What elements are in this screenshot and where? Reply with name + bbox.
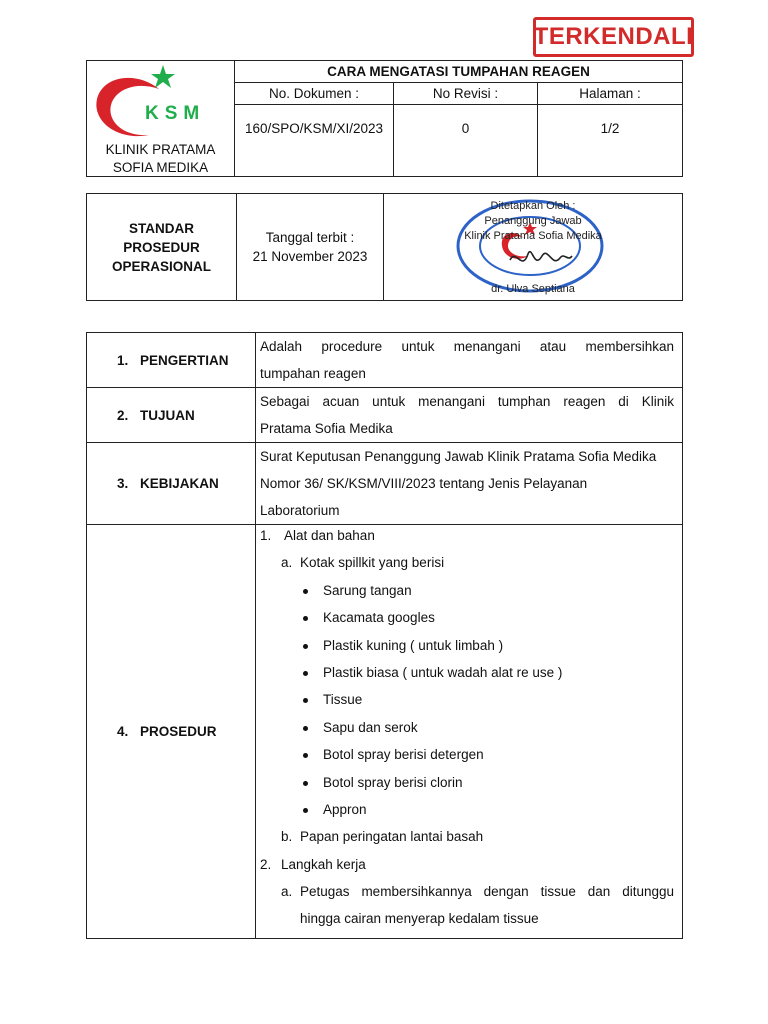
sub-langkah-a: a. Petugas membersihkannya dengan tissue dan ditunggu (281, 884, 674, 900)
spo-content (86, 332, 683, 939)
doc-no-label: No. Dokumen : (235, 83, 394, 105)
bullet-icon (303, 753, 308, 758)
revisi-label: No Revisi : (394, 83, 538, 105)
kebijakan-label: KEBIJAKAN (140, 476, 219, 491)
tanggal-terbit: Tanggal terbit : 21 November 2023 (237, 194, 384, 301)
list-item: Sapu dan serok (256, 719, 682, 746)
halaman-label: Halaman : (538, 83, 683, 105)
prosedur-label: PROSEDUR (140, 723, 217, 739)
bullet-icon (303, 781, 308, 786)
spo-header (86, 193, 683, 301)
approval-text: Ditetapkan Oleh : Penanggung Jawab Klinik Pratama Sofia Medika dr. Ulva Septiana (384, 199, 682, 244)
section-kebijakan: 3. KEBIJAKAN Surat Keputusan Penanggung Jawab Klinik Pratama Sofia Medika Nomor 36/ SK/KSM/VIII/2023 tentang Jenis Pelayanan Laboratorium (87, 443, 683, 525)
section-pengertian: 1. PENGERTIAN Adalah procedure untuk menangani atau membersihkan tumpahan reagen (87, 333, 683, 388)
ksm-logo (87, 61, 234, 141)
revisi-value: 0 (394, 105, 538, 177)
pengertian-text: Adalah procedure untuk menangani atau membersihkan (260, 339, 674, 354)
sub-papan-peringatan: b. Papan peringatan lantai basah (281, 829, 484, 845)
list-item: Plastik kuning ( untuk limbah ) (256, 637, 682, 664)
bullet-icon (303, 726, 308, 731)
clinic-name: KLINIK PRATAMA SOFIA MEDIKA (105, 142, 216, 175)
bullet-icon (303, 644, 308, 649)
approval-cell (384, 194, 683, 301)
list-item: Plastik biasa ( untuk wadah alat re use ) (256, 664, 682, 691)
signer-name: dr. Ulva Septiana (491, 283, 575, 295)
status-stamp: TERKENDALI (533, 17, 694, 57)
tujuan-text: Sebagai acuan untuk menangani tumphan reagen di Klinik (260, 394, 674, 409)
sub-kotak-spillkit: a. Kotak spillkit yang berisi (281, 555, 445, 571)
step-langkah-kerja: 2. Langkah kerja (260, 856, 366, 872)
list-item: Tissue (256, 691, 682, 718)
step-alat-bahan: 1. Alat dan bahan (260, 528, 375, 543)
bullet-icon (303, 671, 308, 676)
doc-no-value: 160/SPO/KSM/XI/2023 (235, 105, 394, 177)
bullet-icon (303, 616, 308, 621)
tujuan-label: TUJUAN (140, 407, 195, 423)
list-item: Kacamata googles (256, 609, 682, 636)
list-item: Botol spray berisi clorin (256, 774, 682, 801)
logo-text: KSM (145, 103, 206, 124)
spo-label: STANDAR PROSEDUR OPERASIONAL (87, 194, 237, 301)
bullet-icon (303, 808, 308, 813)
halaman-value: 1/2 (538, 105, 683, 177)
document-header (86, 60, 683, 177)
list-item: Appron (256, 801, 682, 828)
bullet-icon (303, 589, 308, 594)
list-item: Botol spray berisi detergen (256, 746, 682, 773)
section-tujuan: 2. TUJUAN Sebagai acuan untuk menangani tumphan reagen di Klinik Pratama Sofia Medika (87, 388, 683, 443)
clinic-logo-cell (87, 61, 235, 177)
bullet-icon (303, 698, 308, 703)
list-item: Sarung tangan (256, 582, 682, 609)
kebijakan-text: Surat Keputusan Penanggung Jawab Klinik Pratama Sofia Medika (260, 449, 657, 464)
pengertian-label: PENGERTIAN (140, 352, 229, 368)
sub-langkah-a-cont: hingga cairan menyerap kedalam tissue (300, 911, 539, 927)
document-title: CARA MENGATASI TUMPAHAN REAGEN (235, 61, 683, 83)
spillkit-items (256, 582, 682, 829)
section-prosedur: 4. PROSEDUR 1. Alat dan bahan a. Kotak spillkit yang berisi Sarung tangan Kacamata googles Plastik kuning ( untuk limbah ) Plastik biasa ( untuk wadah alat re use ) Tissue Sapu dan serok Botol spray berisi detergen Botol spray berisi clorin Appron b. Papan peringatan lantai basah 2. Langkah kerja a. Petugas membersihkannya dengan tissue dan ditunggu hingga cairan menyerap kedalam tissue (87, 525, 683, 939)
star-icon (151, 65, 175, 88)
